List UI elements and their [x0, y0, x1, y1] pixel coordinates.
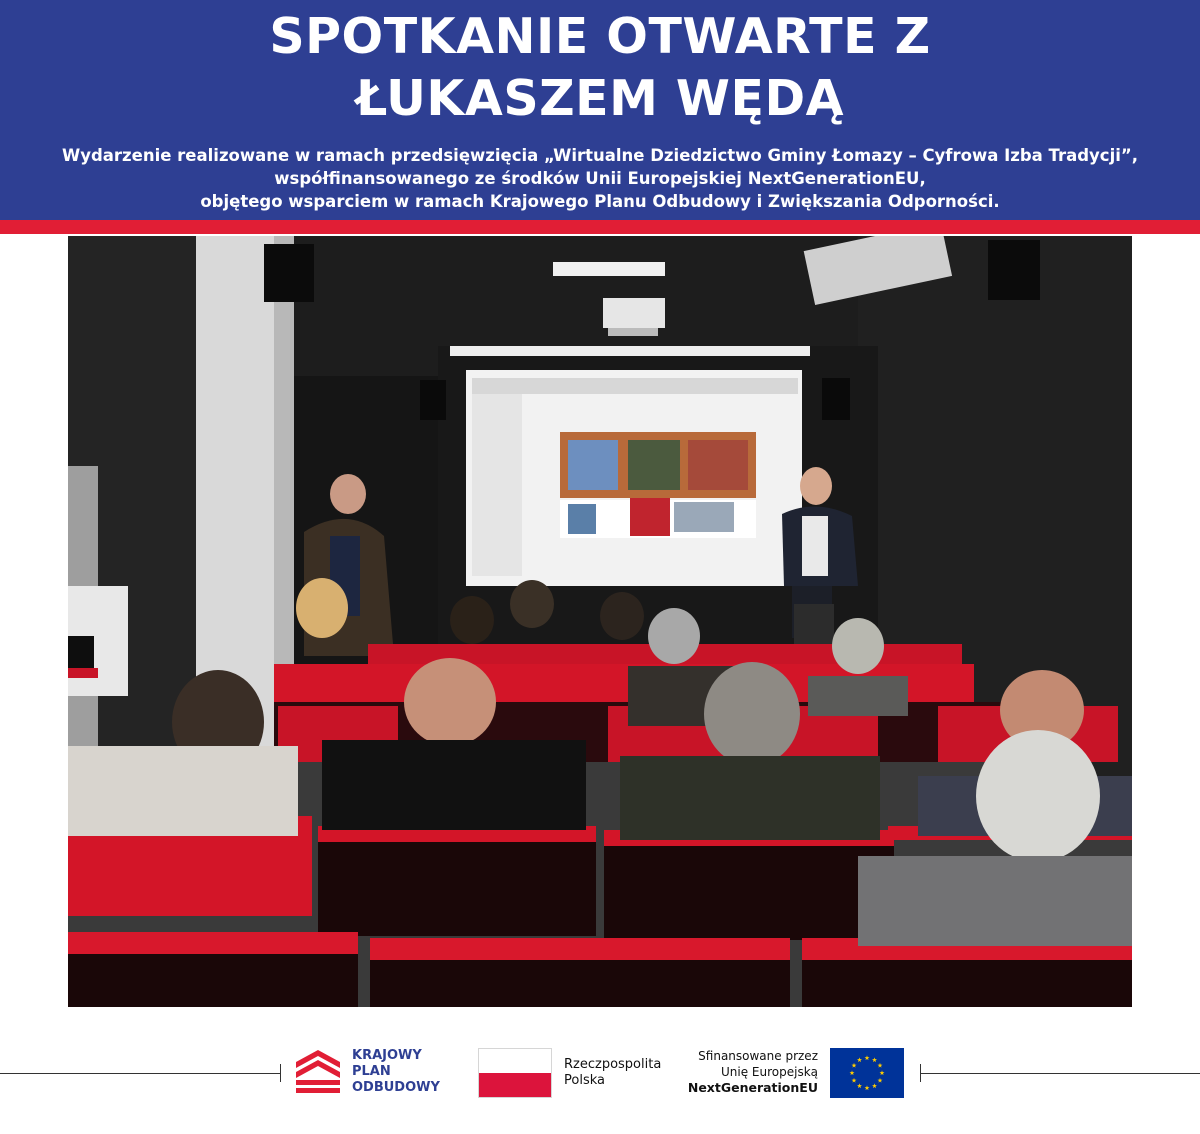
kpo-line-1: KRAJOWY	[352, 1048, 422, 1063]
polish-flag-icon	[478, 1048, 552, 1098]
eu-flag-icon	[830, 1048, 904, 1098]
kpo-logo-icon	[294, 1048, 342, 1096]
eu-line-2: Unię Europejską	[720, 1065, 818, 1079]
title-line-1: SPOTKANIE OTWARTE Z	[269, 8, 931, 65]
footer-line-right	[920, 1073, 1200, 1074]
red-accent-band	[0, 220, 1200, 234]
kpo-logo	[294, 1048, 454, 1098]
eu-logo	[687, 1048, 910, 1100]
event-photo	[68, 236, 1132, 1007]
rp-text	[564, 1057, 661, 1089]
eu-line-1: Sfinansowane przez	[698, 1049, 818, 1063]
rp-logo	[478, 1048, 678, 1100]
footer-tick-right	[920, 1064, 921, 1082]
kpo-line-2: PLAN	[352, 1064, 391, 1079]
footer-line-left	[0, 1073, 280, 1074]
page-subtitle	[0, 144, 1200, 213]
page-title	[0, 6, 1200, 130]
title-line-2: ŁUKASZEM WĘDĄ	[355, 70, 845, 127]
eu-line-3: NextGenerationEU	[687, 1080, 818, 1095]
kpo-line-3: ODBUDOWY	[352, 1080, 440, 1095]
header-banner	[0, 0, 1200, 220]
subtitle-line-1: Wydarzenie realizowane w ramach przedsięwzięcia „Wirtualne Dziedzictwo Gminy Łomazy – Cyfrowa Izba Tradycji”,	[62, 146, 1138, 165]
audience-meeting-photo-icon	[68, 236, 1132, 1007]
subtitle-line-3: objętego wsparciem w ramach Krajowego Planu Odbudowy i Zwiększania Odporności.	[200, 192, 1000, 211]
subtitle-line-2: współfinansowanego ze środków Unii Europejskiej NextGenerationEU,	[274, 169, 926, 188]
footer-tick-left	[280, 1064, 281, 1082]
kpo-text	[352, 1048, 440, 1096]
rp-line-2: Polska	[564, 1073, 605, 1088]
rp-line-1: Rzeczpospolita	[564, 1057, 662, 1072]
eu-text	[688, 1048, 818, 1096]
